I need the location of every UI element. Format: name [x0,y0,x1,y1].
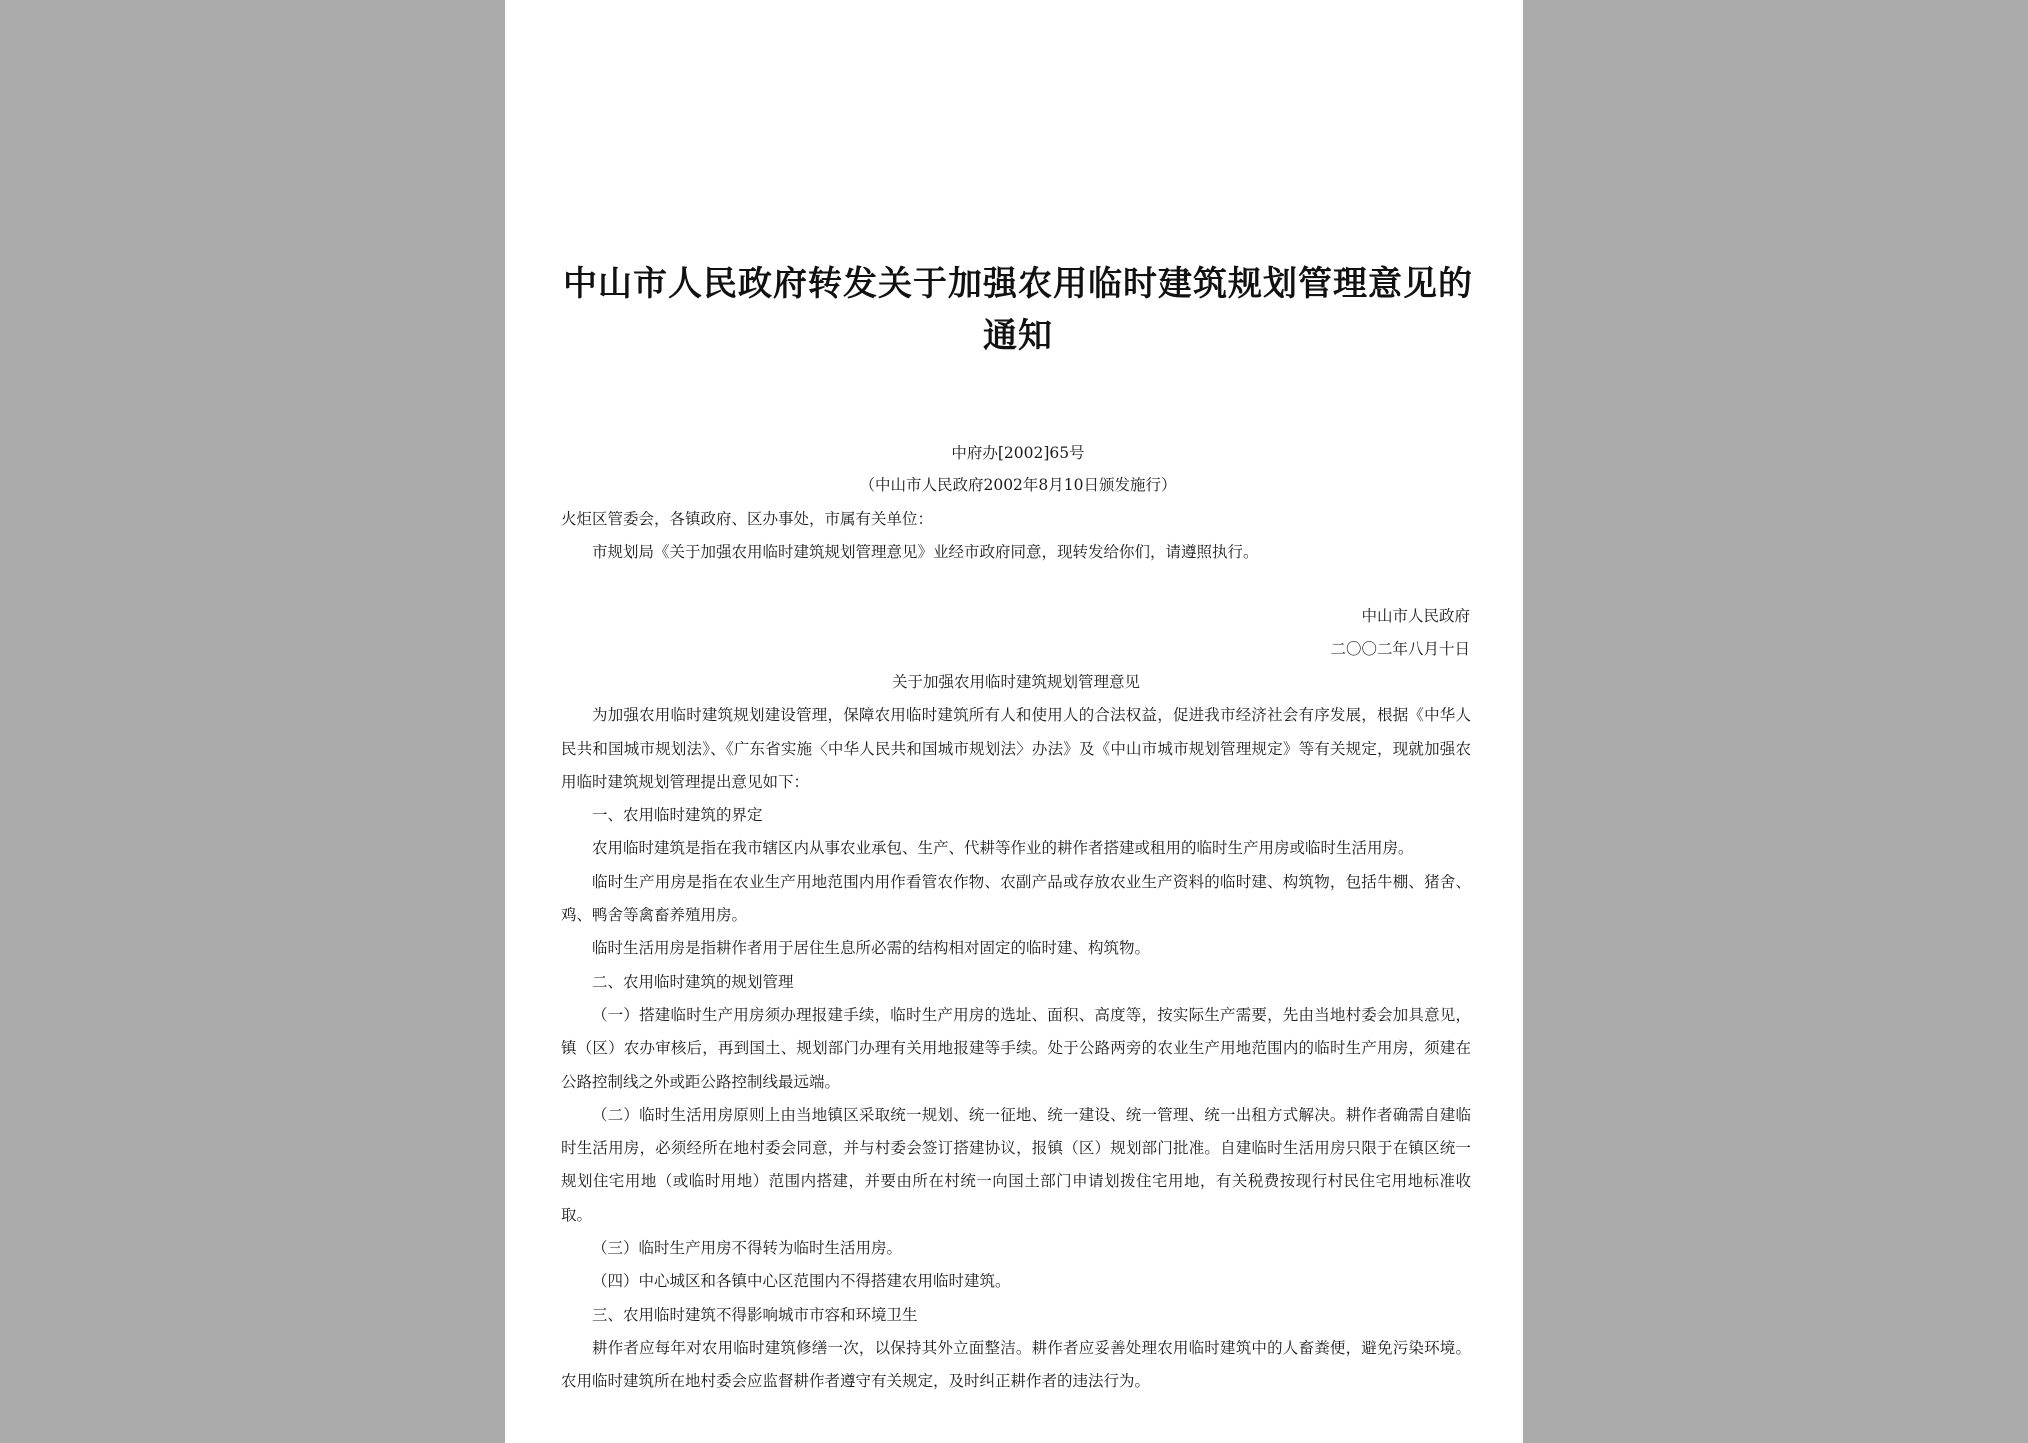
paragraph: （四）中心城区和各镇中心区范围内不得搭建农用临时建筑。 [592,1272,1011,1291]
opinion-section [561,666,1471,1399]
paragraph: （三）临时生产用房不得转为临时生活用房。 [592,1239,903,1258]
issue-note: （中山市人民政府2002年8月10日颁发施行） [859,476,1177,494]
document-title: 中山市人民政府转发关于加强农用临时建筑规划管理意见的通知 [563,264,1473,356]
paragraph: 临时生活用房是指耕作者用于居住生息所必需的结构相对固定的临时建、构筑物。 [592,939,1151,958]
signature-block [561,600,1471,667]
document-page [505,0,1523,1443]
section-heading: 一、农用临时建筑的界定 [592,806,763,825]
recipients-line: 火炬区管委会，各镇政府、区办事处，市属有关单位： [561,510,934,528]
signatory: 中山市人民政府 [1361,607,1470,625]
notice-body [561,503,1471,570]
opinion-title: 关于加强农用临时建筑规划管理意见 [891,673,1140,691]
paragraph: （一）搭建临时生产用房须办理报建手续，临时生产用房的选址、面积、高度等，按实际生产需要，先由当地村委会加具意见，镇（区）农办审核后，再到国土、规划部门办理有关用地报建等手续。处于公路两旁的农业生产用地范围内的临时生产用房，须建在公路控制线之外或距公路控制线最远端。 [561,1005,1471,1091]
forward-paragraph: 市规划局《关于加强农用临时建筑规划管理意见》业经市政府同意，现转发给你们，请遵照执行。 [592,543,1259,562]
paragraph: 临时生产用房是指在农业生产用地范围内用作看管农作物、农副产品或存放农业生产资料的临时建、构筑物，包括牛棚、猪舍、鸡、鸭舍等禽畜养殖用房。 [561,872,1471,925]
paragraph: （二）临时生活用房原则上由当地镇区采取统一规划、统一征地、统一建设、统一管理、统一出租方式解决。耕作者确需自建临时生活用房，必须经所在地村委会同意，并与村委会签订搭建协议，报镇（区）规划部门批准。自建临时生活用房只限于在镇区统一规划住宅用地（或临时用地）范围内搭建，并要由所在村统一向国土部门申请划拨住宅用地，有关税费按现行村民住宅用地标准收取。 [561,1105,1471,1224]
section-heading: 三、农用临时建筑不得影响城市市容和环境卫生 [592,1305,918,1324]
sign-date: 二〇〇二年八月十日 [1330,640,1470,659]
section-heading: 二、农用临时建筑的规划管理 [592,972,794,991]
paragraph: 农用临时建筑是指在我市辖区内从事农业承包、生产、代耕等作业的耕作者搭建或租用的临时生产用房或临时生活用房。 [592,839,1414,858]
paragraph: 耕作者应每年对农用临时建筑修缮一次，以保持其外立面整洁。耕作者应妥善处理农用临时建筑中的人畜粪便，避免污染环境。农用临时建筑所在地村委会应监督耕作者遵守有关规定，及时纠正耕作者的违法行为。 [561,1338,1471,1391]
document-number: 中府办[2002]65号 [951,444,1085,462]
paragraph: 为加强农用临时建筑规划建设管理，保障农用临时建筑所有人和使用人的合法权益，促进我市经济社会有序发展，根据《中华人民共和国城市规划法》、《广东省实施〈中华人民共和国城市规划法〉办法》及《中山市城市规划管理规定》等有关规定，现就加强农用临时建筑规划管理提出意见如下： [561,706,1471,791]
